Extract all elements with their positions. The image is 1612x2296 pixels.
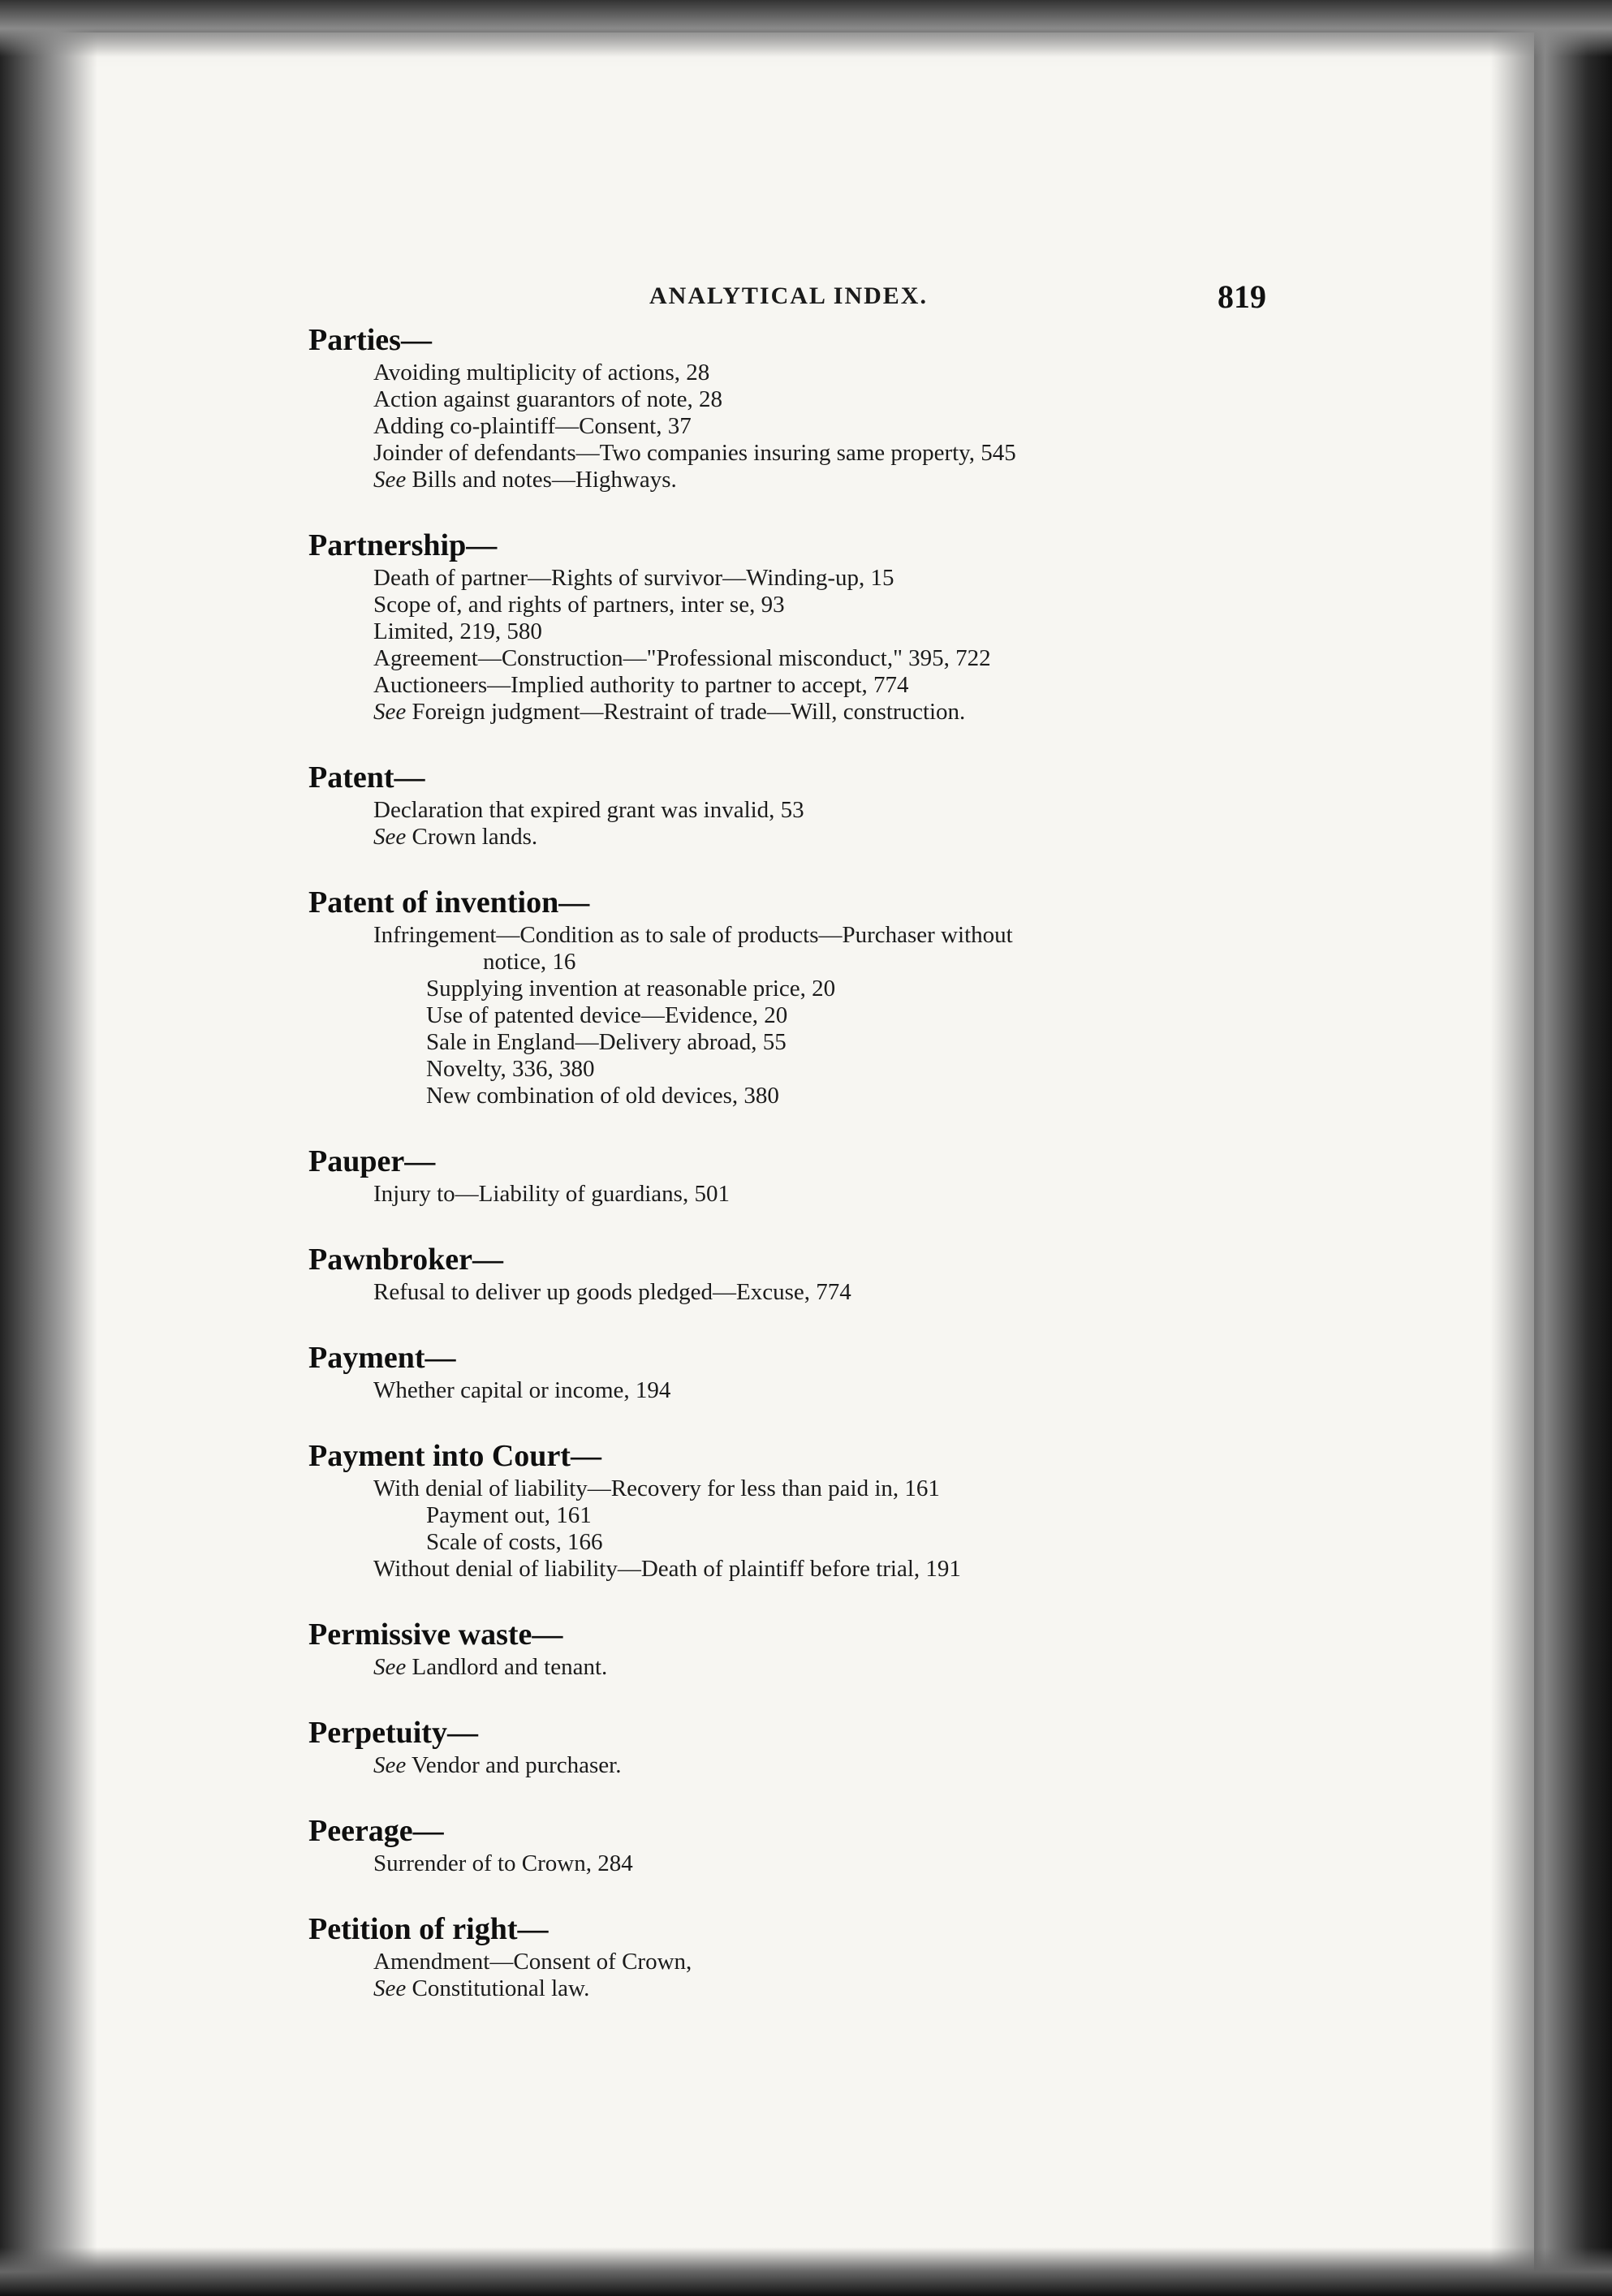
entry-line-text: Adding co-plaintiff—Consent, 37 — [373, 413, 692, 439]
entry-line — [308, 1654, 1299, 1681]
page-number: 819 — [1218, 278, 1266, 315]
entry-line-text: Action against guarantors of note, 28 — [373, 386, 723, 412]
entry-line — [308, 618, 1299, 645]
entry-line — [308, 797, 1299, 824]
entry-line — [308, 360, 1299, 386]
see-reference-word: See — [373, 1654, 407, 1680]
index-entry — [308, 526, 1299, 726]
entry-line-text: With denial of liability—Recovery for less than paid in, 161 — [373, 1475, 940, 1501]
index-entry — [308, 1811, 1299, 1877]
entry-heading: Pauper— — [308, 1144, 436, 1178]
entry-line — [308, 440, 1299, 467]
entry-line-text: New combination of old devices, 380 — [426, 1083, 779, 1109]
entry-line-text: Sale in England—Delivery abroad, 55 — [426, 1029, 787, 1055]
entry-line-text: Landlord and tenant. — [406, 1654, 608, 1680]
page-edge-left — [0, 0, 97, 2296]
entry-line-text: Bills and notes—Highways. — [406, 467, 677, 493]
entry-line-text: Infringement—Condition as to sale of products—Purchaser without — [373, 922, 1013, 948]
entry-line — [308, 1475, 1299, 1502]
entry-line — [308, 413, 1299, 440]
entry-heading: Pawnbroker— — [308, 1243, 503, 1277]
entry-line — [308, 592, 1299, 618]
running-title: ANALYTICAL INDEX. — [649, 282, 928, 309]
entry-line-text: Avoiding multiplicity of actions, 28 — [373, 360, 710, 386]
see-reference-word: See — [373, 467, 407, 493]
entry-line-text: Injury to—Liability of guardians, 501 — [373, 1181, 730, 1207]
index-entry — [308, 321, 1299, 493]
entry-line-text: Amendment—Consent of Crown, — [373, 1949, 692, 1975]
entry-line — [308, 699, 1299, 726]
entry-line — [308, 824, 1299, 851]
entry-line — [308, 1949, 1299, 1975]
entry-line — [308, 922, 1299, 949]
entry-heading: Peerage— — [308, 1814, 444, 1848]
see-reference-word: See — [373, 1752, 407, 1778]
index-entry — [308, 1437, 1299, 1583]
entry-line — [308, 1377, 1299, 1404]
entry-line-text: Scope of, and rights of partners, inter se, 93 — [373, 592, 785, 618]
entry-line — [308, 1083, 1299, 1109]
entry-heading: Payment into Court— — [308, 1439, 601, 1473]
entry-line-text: Foreign judgment—Restraint of trade—Will, construction. — [406, 699, 966, 725]
index-entry — [308, 1713, 1299, 1779]
entry-line — [308, 1181, 1299, 1208]
entry-line — [308, 1029, 1299, 1056]
entry-heading: Petition of right— — [308, 1912, 549, 1946]
entry-line-text: Supplying invention at reasonable price, 20 — [426, 976, 836, 1002]
page-edge-right — [1490, 0, 1612, 2296]
entry-line — [308, 949, 1299, 976]
entry-line-text: Declaration that expired grant was invalid, 53 — [373, 797, 804, 823]
entry-line — [308, 1502, 1299, 1529]
entry-line-text: Use of patented device—Evidence, 20 — [426, 1002, 788, 1028]
entry-line-text: Joinder of defendants—Two companies insuring same property, 545 — [373, 440, 1016, 466]
entry-line-text: Scale of costs, 166 — [426, 1529, 603, 1555]
see-reference-word: See — [373, 824, 407, 850]
entry-line — [308, 645, 1299, 672]
page-edge-top — [0, 0, 1612, 57]
entry-line — [308, 1850, 1299, 1877]
index-entry — [308, 1910, 1299, 2002]
index-entry — [308, 1615, 1299, 1681]
entry-line-text: Novelty, 336, 380 — [426, 1056, 595, 1082]
entry-heading: Patent of invention— — [308, 885, 590, 920]
entry-line — [308, 565, 1299, 592]
entry-line-text: Crown lands. — [406, 824, 538, 850]
entry-line — [308, 1279, 1299, 1306]
entry-line-text: Whether capital or income, 194 — [373, 1377, 671, 1403]
entry-line — [308, 1556, 1299, 1583]
entry-line-text: Vendor and purchaser. — [406, 1752, 622, 1778]
see-reference-word: See — [373, 1975, 407, 2001]
index-entry — [308, 1338, 1299, 1404]
entry-line-text: Limited, 219, 580 — [373, 618, 542, 644]
entry-heading: Payment— — [308, 1341, 456, 1375]
entry-heading: Permissive waste— — [308, 1618, 563, 1652]
entry-line — [308, 976, 1299, 1002]
index-entry — [308, 758, 1299, 851]
entry-line — [308, 1975, 1299, 2002]
entry-line-text: Auctioneers—Implied authority to partner to accept, 774 — [373, 672, 909, 698]
entry-line-text: Without denial of liability—Death of plaintiff before trial, 191 — [373, 1556, 961, 1582]
entry-line-text: Constitutional law. — [406, 1975, 590, 2001]
entry-heading: Patent— — [308, 760, 425, 795]
running-head — [308, 278, 1266, 318]
index-entry — [308, 883, 1299, 1109]
entry-line — [308, 1752, 1299, 1779]
entry-heading: Partnership— — [308, 528, 498, 562]
entry-line — [308, 467, 1299, 493]
see-reference-word: See — [373, 699, 407, 725]
entry-line-text: Payment out, 161 — [426, 1502, 592, 1528]
entry-line-text: notice, 16 — [483, 949, 576, 975]
entry-heading: Parties— — [308, 323, 432, 357]
entry-line-text: Surrender of to Crown, 284 — [373, 1850, 633, 1876]
entry-heading: Perpetuity— — [308, 1716, 478, 1750]
entry-line — [308, 1529, 1299, 1556]
entry-line-text: Refusal to deliver up goods pledged—Excuse, 774 — [373, 1279, 851, 1305]
entry-line — [308, 1002, 1299, 1029]
index-content — [308, 321, 1299, 2035]
entry-line — [308, 386, 1299, 413]
entry-line-text: Agreement—Construction—"Professional misconduct," 395, 722 — [373, 645, 991, 671]
page-edge-bottom — [0, 2247, 1612, 2296]
index-entry — [308, 1240, 1299, 1306]
entry-line — [308, 672, 1299, 699]
entry-line-text: Death of partner—Rights of survivor—Winding-up, 15 — [373, 565, 894, 591]
index-entry — [308, 1142, 1299, 1208]
entry-line — [308, 1056, 1299, 1083]
